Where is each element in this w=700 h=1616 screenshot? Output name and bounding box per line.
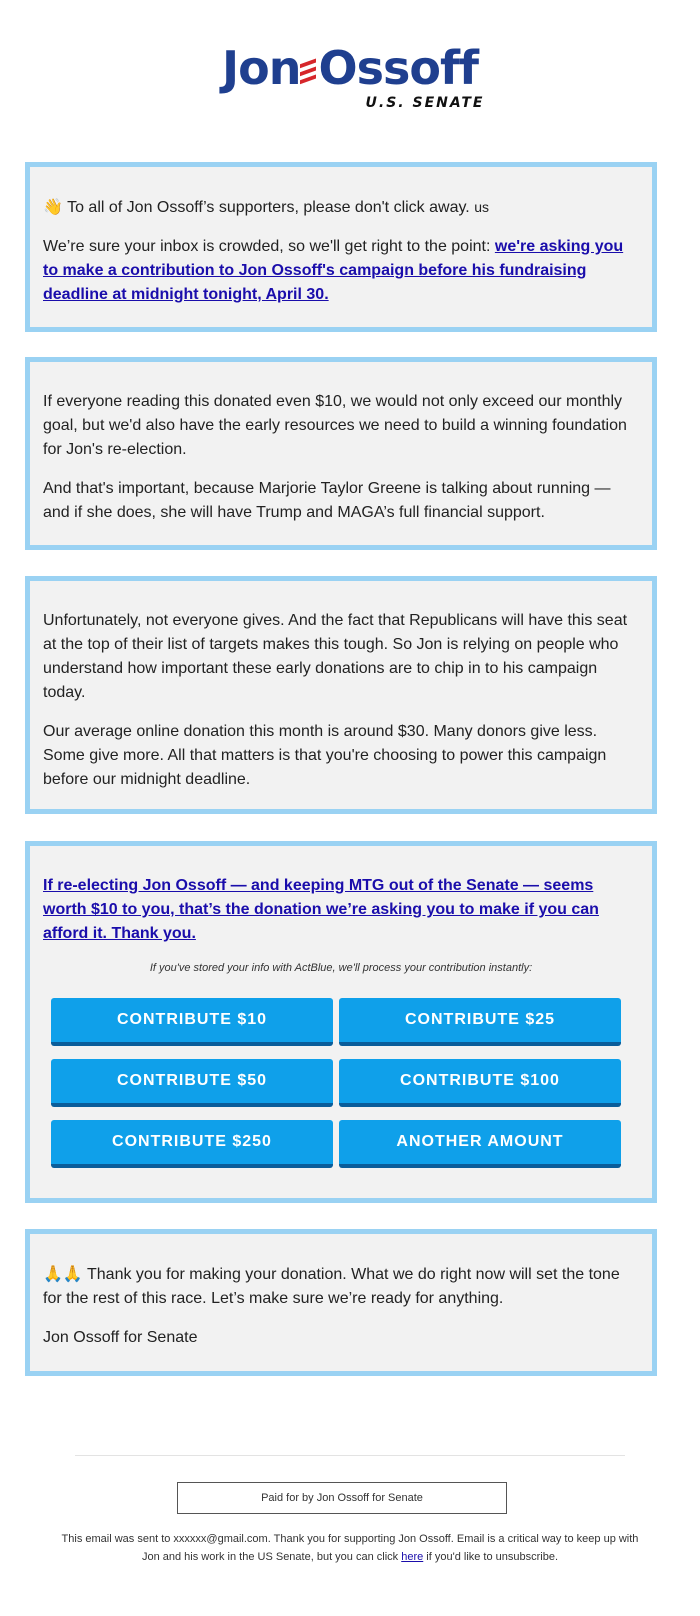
mtg-paragraph: And that's important, because Marjorie Taylor Greene is talking about running — and if she does, she will have Trump and MAGA’s full financial support.	[43, 480, 611, 521]
campaign-logo	[0, 42, 700, 112]
intro-tail: us	[474, 199, 489, 215]
footer-divider	[75, 1455, 625, 1456]
intro-line	[43, 195, 639, 220]
logo-subtitle: U.S. SENATE	[365, 95, 485, 111]
footer-text-lead: This email was sent to xxxxxx@gmail.com. Thank you for supporting Jon Ossoff. Email is a critical way to keep up with Jon and his work in the US Senate, but you can click	[61, 1533, 639, 1563]
praying-hands-icon: 🙏🙏	[43, 1264, 83, 1283]
donors-card	[25, 576, 657, 814]
actblue-note: If you've stored your info with ActBlue, we'll process your contribution instantly:	[149, 962, 533, 974]
another-amount-button[interactable]: ANOTHER AMOUNT	[339, 1120, 621, 1168]
intro-card	[25, 162, 657, 332]
contribute-10-button[interactable]: CONTRIBUTE $10	[51, 998, 333, 1046]
donate-card	[25, 841, 657, 1203]
thanks-paragraph	[43, 1262, 639, 1311]
goal-card	[25, 357, 657, 550]
intro-body-lead: We’re sure your inbox is crowded, so we'll get right to the point:	[43, 238, 495, 255]
unsubscribe-link[interactable]: here	[401, 1551, 424, 1563]
intro-body	[43, 235, 639, 307]
donate-ask	[43, 874, 639, 946]
contribute-50-button[interactable]: CONTRIBUTE $50	[51, 1059, 333, 1107]
contribute-250-button[interactable]: CONTRIBUTE $250	[51, 1120, 333, 1168]
footer-text	[60, 1530, 640, 1566]
footer-text-tail: if you'd like to unsubscribe.	[423, 1551, 559, 1563]
thanks-text: Thank you for making your donation. What we do right now will set the tone for the rest of this race. Let’s make sure we’re ready for anything.	[43, 1266, 620, 1307]
contribute-25-button[interactable]: CONTRIBUTE $25	[339, 998, 621, 1046]
average-donation-paragraph: Our average online donation this month is around $30. Many donors give less. Some give more. All that matters is that you're choosing to power this campaign before our midnight deadline.	[43, 723, 607, 788]
goal-paragraph: If everyone reading this donated even $10, we would not only exceed our monthly goal, but we'd also have the early resources we need to build a winning foundation for Jon's re-election.	[43, 393, 627, 458]
waving-hand-icon: 👋	[43, 197, 63, 216]
logo-last-name: Ossoff	[318, 41, 478, 95]
donors-paragraph: Unfortunately, not everyone gives. And the fact that Republicans will have this seat at the top of their list of targets makes this tough. So Jon is relying on people who understand how important these early donations are to chip in to his campaign today.	[43, 612, 628, 701]
logo-first-name: Jon	[222, 41, 301, 95]
contribution-link[interactable]: we're asking you to make a contribution to Jon Ossoff's campaign before his fundraising deadline at midnight tonight, April 30.	[43, 238, 624, 303]
thanks-card	[25, 1229, 657, 1376]
contribute-100-button[interactable]: CONTRIBUTE $100	[339, 1059, 621, 1107]
logo-wordmark	[222, 42, 478, 94]
donate-ask-link[interactable]: If re-electing Jon Ossoff — and keeping MTG out of the Senate — seems worth $10 to you, that’s the donation we’re asking you to make if you can afford it. Thank you.	[43, 877, 599, 942]
intro-text: To all of Jon Ossoff’s supporters, please don't click away.	[67, 199, 470, 216]
signature: Jon Ossoff for Senate	[43, 1329, 198, 1346]
paid-for-box: Paid for by Jon Ossoff for Senate	[177, 1482, 507, 1514]
